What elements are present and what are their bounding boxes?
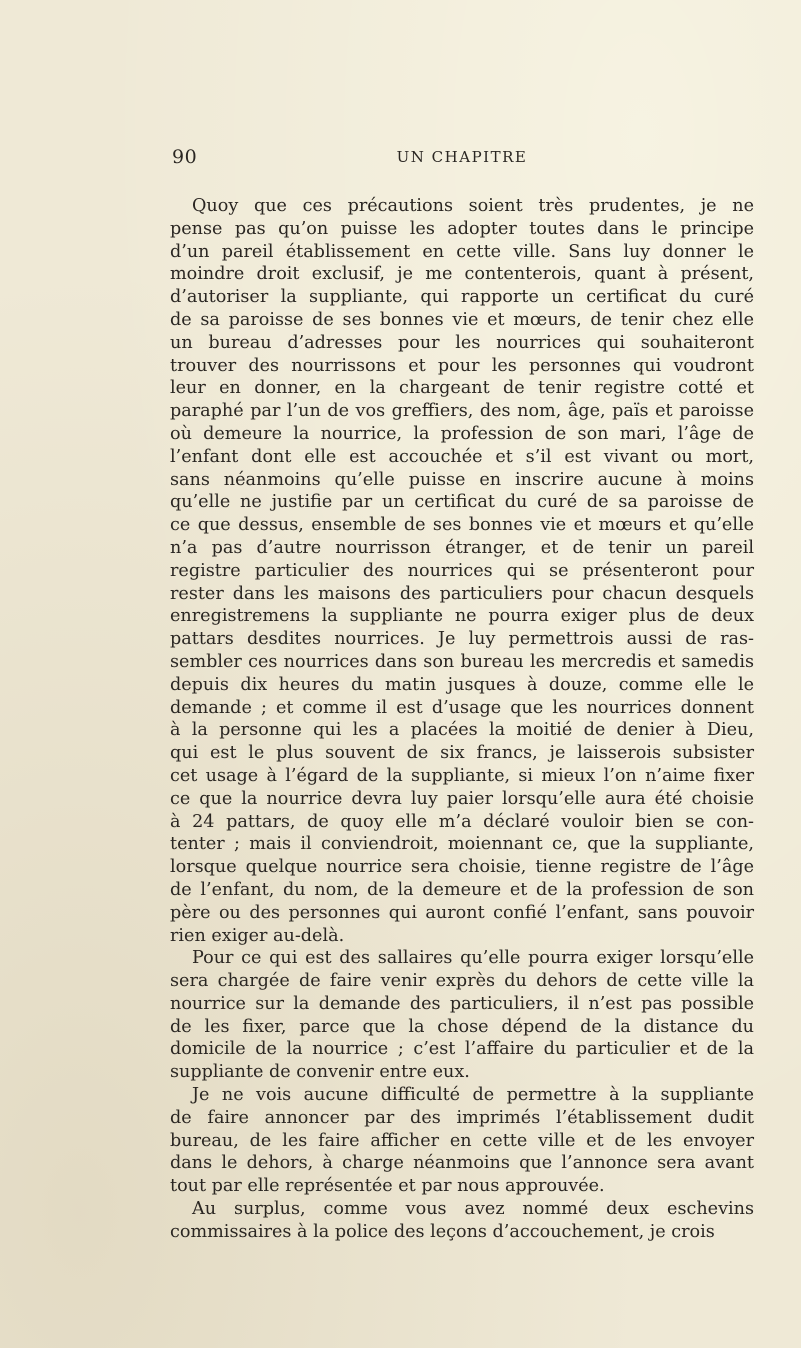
- text-line: trouver des nourrissons et pour les personnes qui voudront: [170, 355, 754, 376]
- text-line: n’a pas d’autre nourrisson étranger, et de tenir un pareil: [170, 537, 754, 558]
- text-line: registre particulier des nourrices qui se présenteront pour: [170, 560, 754, 581]
- text-line: tout par elle représentée et par nous approuvée.: [170, 1176, 605, 1197]
- text-line: d’un pareil établissement en cette ville. Sans luy donner le: [170, 241, 754, 262]
- paragraph: [170, 195, 754, 947]
- text-line: qui est le plus souvent de six francs, je laisserois subsister: [170, 743, 754, 764]
- text-line: sans néanmoins qu’elle puisse en inscrire aucune à moins: [170, 469, 754, 490]
- paragraph: [170, 947, 754, 1084]
- text-line: ce que la nourrice devra luy paier lorsqu’elle aura été choisie: [170, 788, 754, 809]
- paragraph: [170, 1198, 754, 1244]
- text-line: l’enfant dont elle est accouchée et s’il est vivant ou mort,: [170, 446, 754, 467]
- text-line: bureau, de les faire afficher en cette ville et de les envoyer: [170, 1130, 754, 1151]
- text-line: de faire annoncer par des imprimés l’établissement dudit: [170, 1107, 754, 1128]
- text-line: ce que dessus, ensemble de ses bonnes vie et mœurs et qu’elle: [170, 515, 754, 536]
- text-line: rien exiger au-delà.: [170, 925, 345, 946]
- text-line: à 24 pattars, de quoy elle m’a déclaré vouloir bien se con-: [170, 811, 754, 832]
- text-line: commissaires à la police des leçons d’accouchement, je crois: [170, 1221, 715, 1242]
- text-line: où demeure la nourrice, la profession de son mari, l’âge de: [170, 423, 754, 444]
- running-head: [172, 146, 752, 168]
- text-line: de l’enfant, du nom, de la demeure et de la profession de son: [170, 879, 754, 900]
- text-line: de les fixer, parce que la chose dépend de la distance du: [170, 1016, 754, 1037]
- text-line: un bureau d’adresses pour les nourrices qui souhaiteront: [170, 332, 754, 353]
- text-line: cet usage à l’égard de la suppliante, si mieux l’on n’aime fixer: [170, 765, 754, 786]
- text-line: père ou des personnes qui auront confié l’enfant, sans pouvoir: [170, 902, 754, 923]
- text-line: rester dans les maisons des particuliers pour chacun desquels: [170, 583, 754, 604]
- text-line: Quoy que ces précautions soient très prudentes, je ne: [192, 196, 754, 216]
- text-line: tenter ; mais il conviendroit, moiennant ce, que la suppliante,: [170, 834, 754, 855]
- text-line: de sa paroisse de ses bonnes vie et mœurs, de tenir chez elle: [170, 309, 754, 330]
- running-title: UN CHAPITRE: [396, 148, 528, 166]
- text-line: enregistremens la suppliante ne pourra exiger plus de deux: [170, 606, 754, 627]
- text-line: depuis dix heures du matin jusques à douze, comme elle le: [170, 674, 754, 695]
- text-line: à la personne qui les a placées la moitié de denier à Dieu,: [170, 720, 754, 741]
- body-text: [170, 195, 754, 1244]
- text-line: sembler ces nourrices dans son bureau les mercredis et samedis: [170, 651, 754, 672]
- paragraph: [170, 1084, 754, 1198]
- text-line: leur en donner, en la chargeant de tenir registre cotté et: [170, 378, 754, 399]
- text-line: d’autoriser la suppliante, qui rapporte un certificat du curé: [170, 287, 754, 308]
- text-line: domicile de la nourrice ; c’est l’affaire du particulier et de la: [170, 1039, 754, 1060]
- text-line: pattars desdites nourrices. Je luy permettrois aussi de ras-: [170, 629, 754, 650]
- page-number: 90: [172, 146, 198, 168]
- text-line: demande ; et comme il est d’usage que les nourrices donnent: [170, 697, 754, 718]
- text-line: suppliante de convenir entre eux.: [170, 1062, 470, 1083]
- text-line: lorsque quelque nourrice sera choisie, tienne registre de l’âge: [170, 857, 754, 878]
- text-line: moindre droit exclusif, je me contenterois, quant à présent,: [170, 264, 754, 285]
- text-line: Je ne vois aucune difficulté de permettre à la suppliante: [192, 1085, 754, 1106]
- text-line: Au surplus, comme vous avez nommé deux eschevins: [192, 1199, 754, 1220]
- text-line: nourrice sur la demande des particuliers, il n’est pas possible: [170, 993, 754, 1014]
- text-line: paraphé par l’un de vos greffiers, des nom, âge, païs et paroisse: [170, 401, 754, 422]
- text-line: sera chargée de faire venir exprès du dehors de cette ville la: [170, 971, 754, 992]
- text-line: qu’elle ne justifie par un certificat du curé de sa paroisse de: [170, 492, 754, 513]
- text-line: Pour ce qui est des sallaires qu’elle pourra exiger lorsqu’elle: [192, 948, 754, 969]
- text-line: dans le dehors, à charge néanmoins que l’annonce sera avant: [170, 1153, 754, 1174]
- text-line: pense pas qu’on puisse les adopter toutes dans le principe: [170, 218, 754, 239]
